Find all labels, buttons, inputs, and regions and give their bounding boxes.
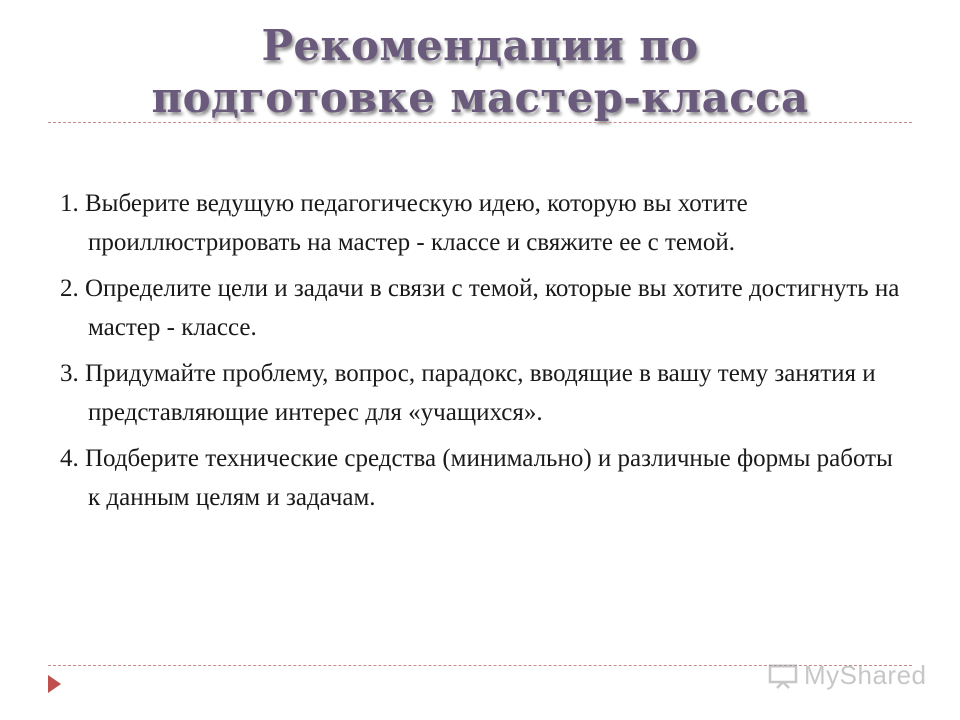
title-line-2: подготовке мастер-класса <box>151 73 809 122</box>
list-item: 1. Выберите ведущую педагогическую идею, которую вы хотите проиллюстрировать на мастер - классе и свяжите ее с темой. <box>60 190 748 256</box>
title-line-1: Рекомендации по <box>261 21 699 70</box>
watermark-text: MyShared <box>804 660 927 690</box>
triangle-right-icon <box>48 675 61 693</box>
recommendations-list <box>60 184 910 524</box>
projector-screen-icon <box>768 663 798 689</box>
list-item: 2. Определите цели и задачи в связи с темой, которые вы хотите достигнуть на мастер - классе. <box>60 275 900 341</box>
top-divider <box>48 122 912 123</box>
watermark-logo <box>768 660 927 691</box>
list-item: 4. Подберите технические средства (минимально) и различные формы работы к данным целям и задачам. <box>60 445 893 511</box>
slide-title <box>40 20 920 124</box>
list-item: 3. Придумайте проблему, вопрос, парадокс, вводящие в вашу тему занятия и представляющие интерес для «учащихся». <box>60 360 876 426</box>
